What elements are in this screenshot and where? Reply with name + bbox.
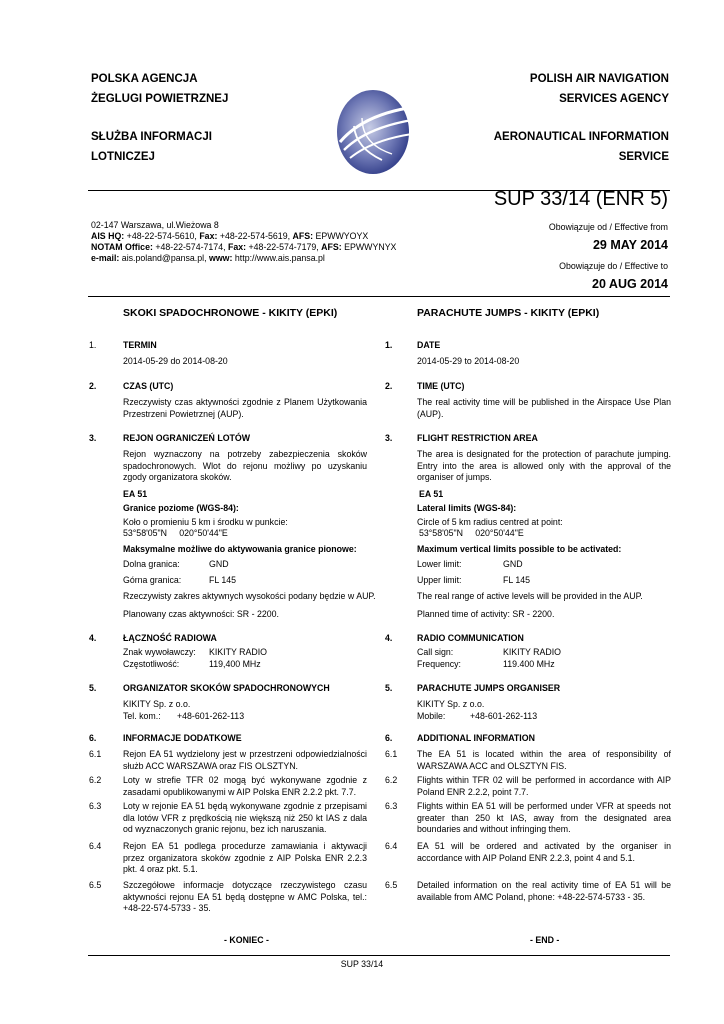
- en-s2-text: The real activity time will be published in the Airspace Use Plan (AUP).: [417, 397, 671, 419]
- pl-s4-freq-label: Częstotliwość:: [123, 659, 180, 669]
- en-s3-coords: 53°58'05"N 020°50'44"E: [419, 528, 524, 538]
- pl-s6-item-num: 6.1: [89, 749, 102, 759]
- effective-to-label: Obowiązuje do / Effective to: [559, 261, 668, 271]
- en-s5-num: 5.: [385, 683, 393, 693]
- en-s3-lower: GND: [503, 559, 523, 569]
- pl-s3-head: REJON OGRANICZEŃ LOTÓW: [123, 433, 251, 443]
- pl-s6-item-text: Loty w strefie TFR 02 mogą być wykonywane zgodnie z zasadami opublikowanymi w AIP Polska ENR 2.2.2 pkt. 7.7.: [123, 775, 367, 797]
- pl-s4-call: KIKITY RADIO: [209, 647, 268, 657]
- header-line: POLSKA AGENCJA: [91, 73, 198, 85]
- en-s3-range: The real range of active levels will be provided in the AUP.: [417, 591, 643, 601]
- end-en: - END -: [530, 935, 560, 945]
- en-s3-lateral-text: Circle of 5 km radius centred at point:: [417, 517, 563, 527]
- sup-number: SUP 33/14 (ENR 5): [493, 188, 668, 210]
- pl-s1-head: TERMIN: [123, 340, 157, 350]
- en-s6-num: 6.: [385, 733, 393, 743]
- pl-s6-item-text: Loty w rejonie EA 51 będą wykonywane zgodnie z przepisami dla lotów VFR z prędkością nie większą niż 250 kt IAS z dala od wyznaczonych granic rejonu, bez ich naruszania.: [123, 801, 367, 834]
- effective-from-label: Obowiązuje od / Effective from: [548, 222, 668, 232]
- pl-s3-lower-label: Dolna granica:: [123, 559, 180, 569]
- en-s5-head: PARACHUTE JUMPS ORGANISER: [417, 683, 561, 693]
- header-line: POLISH AIR NAVIGATION: [529, 73, 669, 85]
- pl-s6-item-num: 6.3: [89, 801, 102, 811]
- agency-name-pl: [91, 69, 321, 167]
- pl-s3-lateral-text: Koło o promieniu 5 km i środku w punkcie:: [123, 517, 288, 527]
- pl-s3-coords: 53°58'05"N 020°50'44"E: [123, 528, 228, 538]
- agency-name-en: [419, 69, 669, 167]
- en-s2-num: 2.: [385, 381, 393, 391]
- pl-s6-item-text: Szczegółowe informacje dotyczące rzeczywistego czasu aktywności rejonu EA 51 będą dostępne w AMC Polska, tel.: +48-22-574-5733 - 35.: [123, 880, 367, 913]
- contact-block: [91, 220, 431, 264]
- en-s3-num: 3.: [385, 433, 393, 443]
- pl-s5-tel-label: Tel. kom.:: [123, 711, 161, 721]
- section-divider: [88, 296, 670, 297]
- pl-s2-text: Rzeczywisty czas aktywności zgodnie z Planem Użytkowania Przestrzeni Powietrznej (AUP).: [123, 397, 367, 419]
- en-s4-freq-label: Frequency:: [417, 659, 462, 669]
- en-s5-tel-label: Mobile:: [417, 711, 446, 721]
- en-s4-call: KIKITY RADIO: [503, 647, 562, 657]
- pl-s4-call-label: Znak wywoławczy:: [123, 647, 196, 657]
- en-s6-item-text: Detailed information on the real activity time of EA 51 will be available from AMC Poland, phone: +48-22-574-5733 - 35.: [417, 880, 671, 902]
- en-s1-text: 2014-05-29 to 2014-08-20: [417, 356, 520, 366]
- footer-divider: [88, 955, 670, 956]
- pl-s4-head: ŁĄCZNOŚĆ RADIOWA: [123, 633, 217, 643]
- pl-s3-upper: FL 145: [209, 575, 237, 585]
- pl-s3-lateral-head: Granice poziome (WGS-84):: [123, 503, 239, 513]
- en-s6-item-num: 6.5: [385, 880, 398, 890]
- en-s6-item-num: 6.3: [385, 801, 398, 811]
- title-pl: SKOKI SPADOCHRONOWE - KIKITY (EPKI): [123, 307, 338, 319]
- pl-s3-text: Rejon wyznaczony na potrzeby zabezpieczenia skoków spadochronowych. Wlot do rejonu możliwy po uzyskaniu zgody organizatora skoków.: [123, 449, 367, 482]
- header-line: SERVICE: [618, 151, 669, 163]
- email-line: e-mail: ais.poland@pansa.pl, www: http://www.ais.pansa.pl: [91, 253, 325, 263]
- en-s3-vertical-head: Maximum vertical limits possible to be activated:: [417, 544, 622, 554]
- en-s1-num: 1.: [385, 340, 393, 350]
- en-s3-head: FLIGHT RESTRICTION AREA: [417, 433, 538, 443]
- pl-s6-item-num: 6.2: [89, 775, 102, 785]
- en-s3-lateral-head: Lateral limits (WGS-84):: [417, 503, 517, 513]
- pl-s5-org: KIKITY Sp. z o.o.: [123, 699, 191, 709]
- en-s6-item-text: The EA 51 is located within the area of responsibility of WARSZAWA ACC and OLSZTYN FIS.: [417, 749, 671, 771]
- address: 02-147 Warszawa, ul.Wieżowa 8: [91, 220, 219, 230]
- header-line: LOTNICZEJ: [91, 151, 155, 163]
- en-s4-freq: 119.400 MHz: [503, 659, 555, 669]
- pansa-logo: [332, 86, 414, 176]
- pl-s3-upper-label: Górna granica:: [123, 575, 182, 585]
- pl-s3-lower: GND: [209, 559, 229, 569]
- en-s6-item-text: EA 51 will be ordered and activated by the organiser in accordance with AIP Poland ENR 2.2.3, point 4 and 5.1.: [417, 841, 671, 863]
- pl-s5-num: 5.: [89, 683, 97, 693]
- en-s5-tel: +48-601-262-113: [470, 711, 538, 721]
- en-s6-item-text: Flights within TFR 02 will be performed in accordance with AIP Poland ENR 2.2.2, point 7.7.: [417, 775, 671, 797]
- en-s3-upper-label: Upper limit:: [417, 575, 462, 585]
- pl-s5-tel: +48-601-262-113: [177, 711, 245, 721]
- pl-s6-item-text: Rejon EA 51 wydzielony jest w przestrzeni odpowiedzialności służb ACC WARSZAWA oraz FIS OLSZTYN.: [123, 749, 367, 771]
- pl-s5-head: ORGANIZATOR SKOKÓW SPADOCHRONOWYCH: [123, 683, 330, 693]
- pl-s6-num: 6.: [89, 733, 97, 743]
- en-s6-item-num: 6.2: [385, 775, 398, 785]
- en-s3-text: The area is designated for the protection of parachute jumping. Entry into the area is allowed only with the approval of the organiser of jumps.: [417, 449, 671, 482]
- pl-s3-range: Rzeczywisty zakres aktywnych wysokości podany będzie w AUP.: [123, 591, 376, 601]
- end-pl: - KONIEC -: [224, 935, 269, 945]
- pl-s2-num: 2.: [89, 381, 97, 391]
- en-s3-planned: Planned time of activity: SR - 2200.: [417, 609, 555, 619]
- header-line: AERONAUTICAL INFORMATION: [493, 131, 669, 143]
- header-line: ŻEGLUGI POWIETRZNEJ: [91, 93, 229, 105]
- en-s4-num: 4.: [385, 633, 393, 643]
- pl-s3-area: EA 51: [123, 489, 148, 499]
- pl-s1-text: 2014-05-29 do 2014-08-20: [123, 356, 228, 366]
- en-s6-head: ADDITIONAL INFORMATION: [417, 733, 535, 743]
- pl-s4-freq: 119,400 MHz: [209, 659, 261, 669]
- en-s3-lower-label: Lower limit:: [417, 559, 462, 569]
- en-s5-org: KIKITY Sp. z o.o.: [417, 699, 485, 709]
- en-s4-call-label: Call sign:: [417, 647, 454, 657]
- pl-s6-item-num: 6.5: [89, 880, 102, 890]
- ais-hq-line: AIS HQ: +48-22-574-5610, Fax: +48-22-574-5619, AFS: EPWWYOYX: [91, 231, 369, 241]
- header-line: SŁUŻBA INFORMACJI: [91, 131, 212, 143]
- pl-s2-head: CZAS (UTC): [123, 381, 174, 391]
- en-s6-item-num: 6.1: [385, 749, 398, 759]
- en-s6-item-num: 6.4: [385, 841, 398, 851]
- pl-s6-head: INFORMACJE DODATKOWE: [123, 733, 242, 743]
- header-line: SERVICES AGENCY: [559, 93, 669, 105]
- en-s1-head: DATE: [417, 340, 441, 350]
- pl-s3-planned: Planowany czas aktywności: SR - 2200.: [123, 609, 279, 619]
- pl-s6-item-text: Rejon EA 51 podlega procedurze zamawiania i aktywacji przez organizatora skoków zgodnie z AIP Polska ENR 2.2.3 pkt. 4 oraz pkt. 5.1.: [123, 841, 367, 874]
- effective-to-date: 20 AUG 2014: [592, 277, 668, 291]
- page-footer: SUP 33/14: [340, 959, 384, 969]
- pl-s3-vertical-head: Maksymalne możliwe do aktywowania granice pionowe:: [123, 544, 357, 554]
- en-s2-head: TIME (UTC): [417, 381, 465, 391]
- title-en: PARACHUTE JUMPS - KIKITY (EPKI): [417, 307, 600, 319]
- en-s6-item-text: Flights within EA 51 will be performed under VFR at speeds not greater than 250 kt IAS, away from the designated area boundaries and without infringing them.: [417, 801, 671, 834]
- pl-s3-num: 3.: [89, 433, 97, 443]
- notam-line: NOTAM Office: +48-22-574-7174, Fax: +48-22-574-7179, AFS: EPWWYNYX: [91, 242, 397, 252]
- pl-s6-item-num: 6.4: [89, 841, 102, 851]
- en-s4-head: RADIO COMMUNICATION: [417, 633, 524, 643]
- en-s3-upper: FL 145: [503, 575, 531, 585]
- pl-s1-num: 1.: [89, 340, 97, 350]
- pl-s4-num: 4.: [89, 633, 97, 643]
- effective-from-date: 29 MAY 2014: [592, 238, 668, 252]
- en-s3-area: EA 51: [419, 489, 444, 499]
